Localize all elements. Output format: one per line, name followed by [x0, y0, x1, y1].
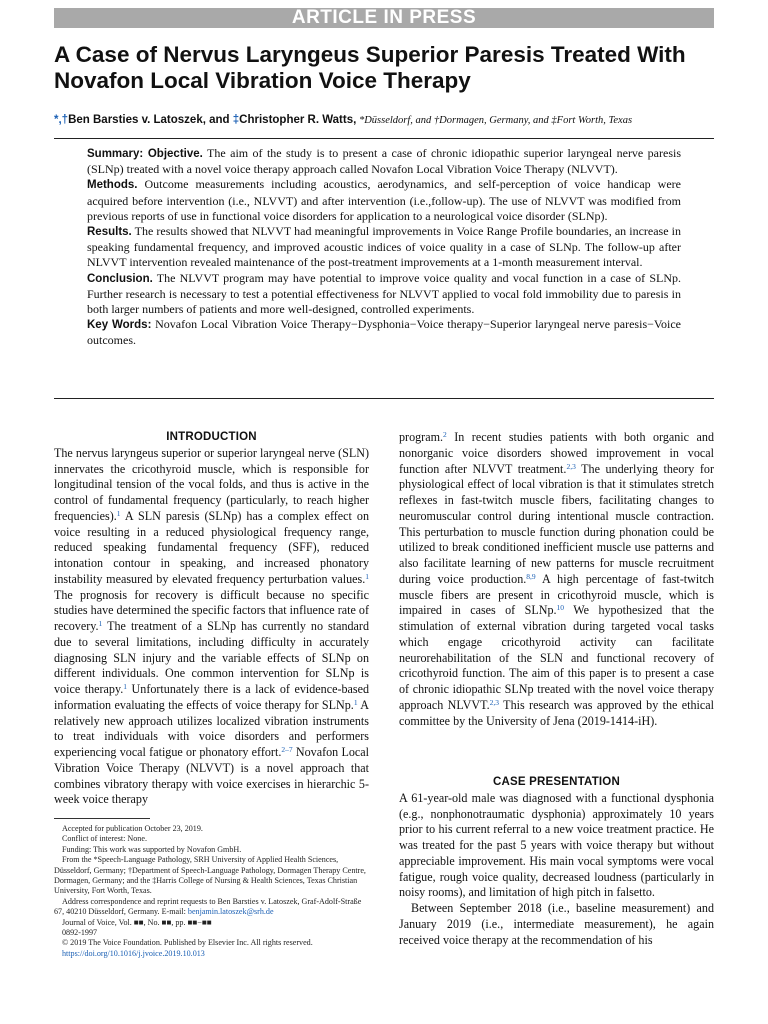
footnote-funding: Funding: This work was supported by Novafon GmbH.: [62, 844, 242, 854]
abstract-bottom-rule: [54, 398, 714, 399]
footnote-rule: [54, 818, 150, 819]
footnote-copyright: © 2019 The Voice Foundation. Published by Elsevier Inc. All rights reserved.: [62, 938, 313, 948]
article-in-press-banner: ARTICLE IN PRESS: [54, 8, 714, 28]
intro-text-6: A relatively new approach utilizes localized vibration instruments to treat individuals with voice disorders and performers experiencing vocal fatigue or phonatory effort.: [54, 697, 370, 759]
intro-text-3: The prognosis for recovery is difficult because no specific studies have determined the specific factors that influence rate of recovery.: [54, 587, 369, 633]
author-2-mark[interactable]: ‡: [232, 114, 240, 126]
results-label: Results.: [87, 226, 132, 239]
keywords-label: Key Words:: [87, 319, 152, 332]
intro-text-5: Unfortunately there is a lack of evidence-based information evaluating the effects of voice therapy for SLNp.: [54, 682, 370, 712]
intro-text-2: A SLN paresis (SLNp) has a complex effect on voice resulting in a reduced physiological frequency range, reduced speaking fundamental frequency (SFF), reduced intonation contour in speaking, and increased phonatory instability measured by elevated frequency perturbation values.: [54, 508, 369, 586]
intro-cont-text-6: This research was approved by the ethical committee by the University of Jena (2019-1414-iH).: [399, 697, 714, 728]
intro-text-7: Novafon Local Vibration Voice Therapy (NLVVT) is a novel approach that combines vibratory therapy with voice exercises in hierarchic 5-week voice therapy: [54, 745, 369, 807]
citation-ref[interactable]: 2–7: [281, 745, 293, 754]
footnote-journal: Journal of Voice, Vol. ■■, No. ■■, pp. ■■−■■: [62, 917, 212, 927]
footnote-accepted: Accepted for publication October 23, 2019.: [62, 824, 203, 833]
case-paragraph-1: A 61-year-old male was diagnosed with a functional dysphonia (e.g., nonphonotraumatic dysphonia) approximately 10 years prior to his current referral to a new voice treatment practice. He was treated for the past 5 years with voice therapy but without appreciable improvement. His main vocal symptoms were vocal fatigue, rough voice quality, decreased loudness (particularly in noisy rooms), and limitation of high pitch in falsetto.: [399, 790, 714, 900]
introduction-continued: [399, 430, 714, 729]
abstract-conclusion: [87, 271, 681, 318]
methods-text: Outcome measurements including acoustics, aerodynamics, and self-perception of voice handicap were acquired before intervention (i.e., NLVVT) and after intervention (i.e.,follow-up). The use of NLVVT was modified from previous reports of use in functional voice disorders for application to a neurological voice disorder (SLNp).: [87, 177, 681, 223]
citation-ref[interactable]: 2,3: [566, 461, 576, 471]
methods-label: Methods.: [87, 179, 138, 192]
abstract-keywords: [87, 317, 681, 348]
intro-cont-text-5: We hypothesized that the stimulation of external vibration during targeted vocal tasks which engage cricothyroid activity can facilitate neurorehabilitation of the SLN and functional recovery of cricothyroid function. The aim of this paper is to present a case of chronic idiopathic SLNp treated with the novel voice therapy approach NLVVT.: [399, 603, 714, 712]
abstract: [87, 146, 681, 349]
author-affiliations: *Düsseldorf, and †Dormagen, Germany, and ‡Fort Worth, Texas: [356, 115, 633, 126]
intro-cont-text-4: A high percentage of fast-twitch muscle fibers are present in cricothyroid muscle, which is impaired in cases of SLNp.: [399, 571, 714, 618]
footnote-affiliations: From the *Speech-Language Pathology, SRH University of Applied Health Sciences, Düsseldorf, Germany; †Department of Speech-Language Pathology, Dormagen Therapy Centre, Dormagen, Germany; and the ‡Harris College of Nursing & Health Sciences, Texas Christian University, Fort Worth, Texas.: [54, 855, 366, 896]
footnote-correspondence: [54, 897, 372, 918]
left-column: [54, 430, 369, 808]
author-line: [54, 114, 714, 127]
conclusion-label: Conclusion.: [87, 272, 153, 285]
author-2-name: Christopher R. Watts,: [239, 114, 357, 126]
correspondence-address: Address correspondence and reprint requests to Ben Barsties v. Latoszek, Graf-Adolf-Straße 67, 40210 Düsseldorf, Germany. E-mail:: [54, 896, 362, 917]
author-1-name: Ben Barsties v. Latoszek, and: [68, 114, 233, 126]
citation-ref[interactable]: 1: [116, 508, 121, 518]
keywords-text: Novafon Local Vibration Voice Therapy−Dysphonia−Voice therapy−Superior laryngeal nerve paresis−Voice outcomes.: [87, 317, 681, 348]
title-line-2: Novafon Local Vibration Voice Therapy: [54, 68, 471, 93]
results-text: The results showed that NLVVT had meaningful improvements in Voice Range Profile boundaries, an increase in speaking fundamental frequency, and improved acoustic indices of voice quality in a case of SLNp. The follow-up after NLVVT intervention revealed maintenance of the post-treatment improvements at a 1-month measurement interval.: [87, 224, 681, 270]
intro-text-4: The treatment of a SLNp has currently no standard due to several limitations, including difficulty in accurately diagnosing SLN injury and the variable effects of SLNp on different individuals. One common intervention for SLNp is voice therapy.: [54, 619, 369, 696]
citation-ref[interactable]: 10: [556, 603, 565, 613]
intro-cont-text-2: In recent studies patients with both organic and nonorganic voice disorders showed improvement in vocal function after NLVVT treatment.: [399, 430, 714, 476]
intro-cont-text-3: The underlying theory for physiological effect of local vibration is that it stimulates stretch reflexes in fast-twitch muscle fibers, facilitating changes to neuromuscular control during intentional muscle contraction. This perturbation to muscle function during phonation could be utilized to break conditioned inefficient muscle use patterns and also facilitate learning of new patterns for muscle recruitment during voice production.: [399, 461, 715, 586]
footnote-issn: 0892-1997: [62, 928, 98, 938]
intro-cont-text-1: program.: [399, 430, 443, 444]
doi-link[interactable]: https://doi.org/10.1016/j.jvoice.2019.10.013: [62, 948, 205, 958]
case-section: [399, 775, 714, 948]
summary-text: The aim of the study is to present a case of chronic idiopathic superior laryngeal nerve paresis (SLNp) treated with a novel voice therapy approach called Novafon Local Vibration Voice Therapy (NLVVT).: [87, 146, 682, 177]
conclusion-text: The NLVVT program may have potential to improve voice quality and vocal function in a case of SLNp. Further research is necessary to test a potential effectiveness for NLVVT applied to vocal fold immobility due to paresis in both larger numbers of patients and more well-designed, controlled experiments.: [87, 270, 681, 317]
title-line-1: A Case of Nervus Laryngeus Superior Paresis Treated With: [54, 42, 686, 67]
article-title: [54, 42, 734, 94]
case-presentation-heading: CASE PRESENTATION: [493, 776, 620, 788]
author-1-mark[interactable]: *,†: [54, 114, 69, 126]
footnotes: [54, 824, 372, 959]
citation-ref[interactable]: 1: [353, 697, 358, 707]
right-column: [399, 430, 714, 729]
citation-ref[interactable]: 1: [365, 571, 369, 581]
footnote-conflict: Conflict of interest: None.: [62, 834, 147, 844]
abstract-results: [87, 224, 681, 271]
citation-ref[interactable]: 1: [123, 682, 127, 691]
summary-label: Summary: Objective.: [87, 148, 203, 160]
citation-ref[interactable]: 1: [98, 619, 103, 628]
case-paragraph-2: Between September 2018 (i.e., baseline measurement) and January 2019 (i.e., intermediate measurement), he again received voice therapy at the recommendation of his: [399, 901, 714, 947]
introduction-paragraph: [54, 446, 369, 808]
author-email-link[interactable]: benjamin.latoszek@srh.de: [187, 907, 274, 917]
citation-ref[interactable]: 8,9: [526, 571, 536, 581]
abstract-top-rule: [54, 138, 714, 139]
introduction-heading: INTRODUCTION: [166, 431, 257, 443]
citation-ref[interactable]: 2,3: [489, 697, 500, 707]
abstract-summary: [87, 146, 681, 177]
citation-ref[interactable]: 2: [443, 430, 447, 439]
abstract-methods: [87, 177, 681, 224]
intro-text-1: The nervus laryngeus superior or superior laryngeal nerve (SLN) innervates the cricothyroid muscle, which is responsible for longitudinal tension of the vocal folds, and thus is active in the control of fundamental frequency (particularly, to reach higher frequencies).: [54, 445, 369, 523]
